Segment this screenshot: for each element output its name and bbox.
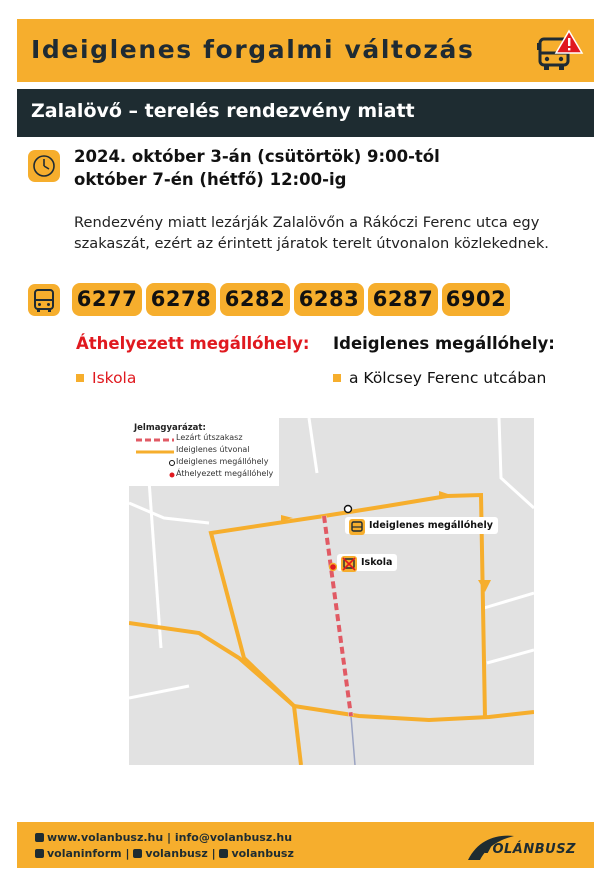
description-line-2: szakaszát, ezért az érintett járatok terelt útvonalon közlekednek. (74, 235, 549, 252)
instagram-icon (219, 849, 228, 858)
brand-logo: VOLÁNBUSZ (482, 842, 576, 857)
footer-contacts (35, 831, 292, 844)
separator: | (211, 847, 216, 860)
legend-title: Jelmagyarázat: (134, 423, 206, 433)
route-number: 6902 (442, 283, 510, 316)
footer-bar (17, 822, 594, 868)
schedule-end: október 7-én (hétfő) 12:00-ig (74, 170, 347, 189)
bullet-square-icon (76, 374, 84, 382)
map-legend (129, 418, 279, 486)
legend-relocated-stop: Áthelyezett megállóhely (134, 469, 279, 481)
separator: | (125, 847, 130, 860)
legend-closed: Lezárt útszakasz (176, 433, 243, 442)
legend-detour: Ideiglenes útvonal (176, 445, 250, 454)
route-number: 6282 (220, 283, 290, 316)
web-icon (35, 833, 44, 842)
description-line-1: Rendezvény miatt lezárják Zalalövőn a Rákóczi Ferenc utca egy (74, 214, 540, 231)
social-link[interactable]: volanbusz (145, 847, 208, 860)
facebook-icon (133, 849, 142, 858)
detour-map (129, 418, 534, 765)
messenger-icon (35, 849, 44, 858)
crossed-bus-icon (341, 556, 357, 572)
header-bar (17, 19, 594, 82)
social-link[interactable]: volaninform (47, 847, 122, 860)
relocated-stop-heading: Áthelyezett megállóhely: (76, 334, 310, 353)
temporary-stop-heading: Ideiglenes megállóhely: (333, 334, 555, 353)
map-label-temp-stop: Ideiglenes megállóhely (345, 517, 498, 534)
legend-temp-stop: Ideiglenes megállóhely (134, 457, 279, 469)
footer-social (35, 847, 294, 860)
subheader-bar (17, 89, 594, 137)
bus-icon (349, 519, 365, 535)
footer-web-link[interactable]: www.volanbusz.hu | info@volanbusz.hu (47, 831, 293, 844)
bus-icon (28, 284, 60, 316)
subheader-title: Zalalövő – terelés rendezvény miatt (31, 100, 415, 122)
social-link[interactable]: volanbusz (231, 847, 294, 860)
temporary-stop-item: a Kölcsey Ferenc utcában (333, 369, 546, 387)
bus-warning-icon (536, 27, 584, 75)
page-title: Ideiglenes forgalmi változás (31, 35, 475, 64)
relocated-stop-item: Iskola (76, 369, 136, 387)
map-label-relocated-stop: Iskola (337, 554, 397, 571)
route-number: 6277 (72, 283, 142, 316)
bullet-square-icon (333, 374, 341, 382)
clock-icon (28, 150, 60, 182)
route-number: 6278 (146, 283, 216, 316)
route-number: 6283 (294, 283, 364, 316)
schedule-start: 2024. október 3-án (csütörtök) 9:00-tól (74, 147, 440, 166)
route-number: 6287 (368, 283, 438, 316)
